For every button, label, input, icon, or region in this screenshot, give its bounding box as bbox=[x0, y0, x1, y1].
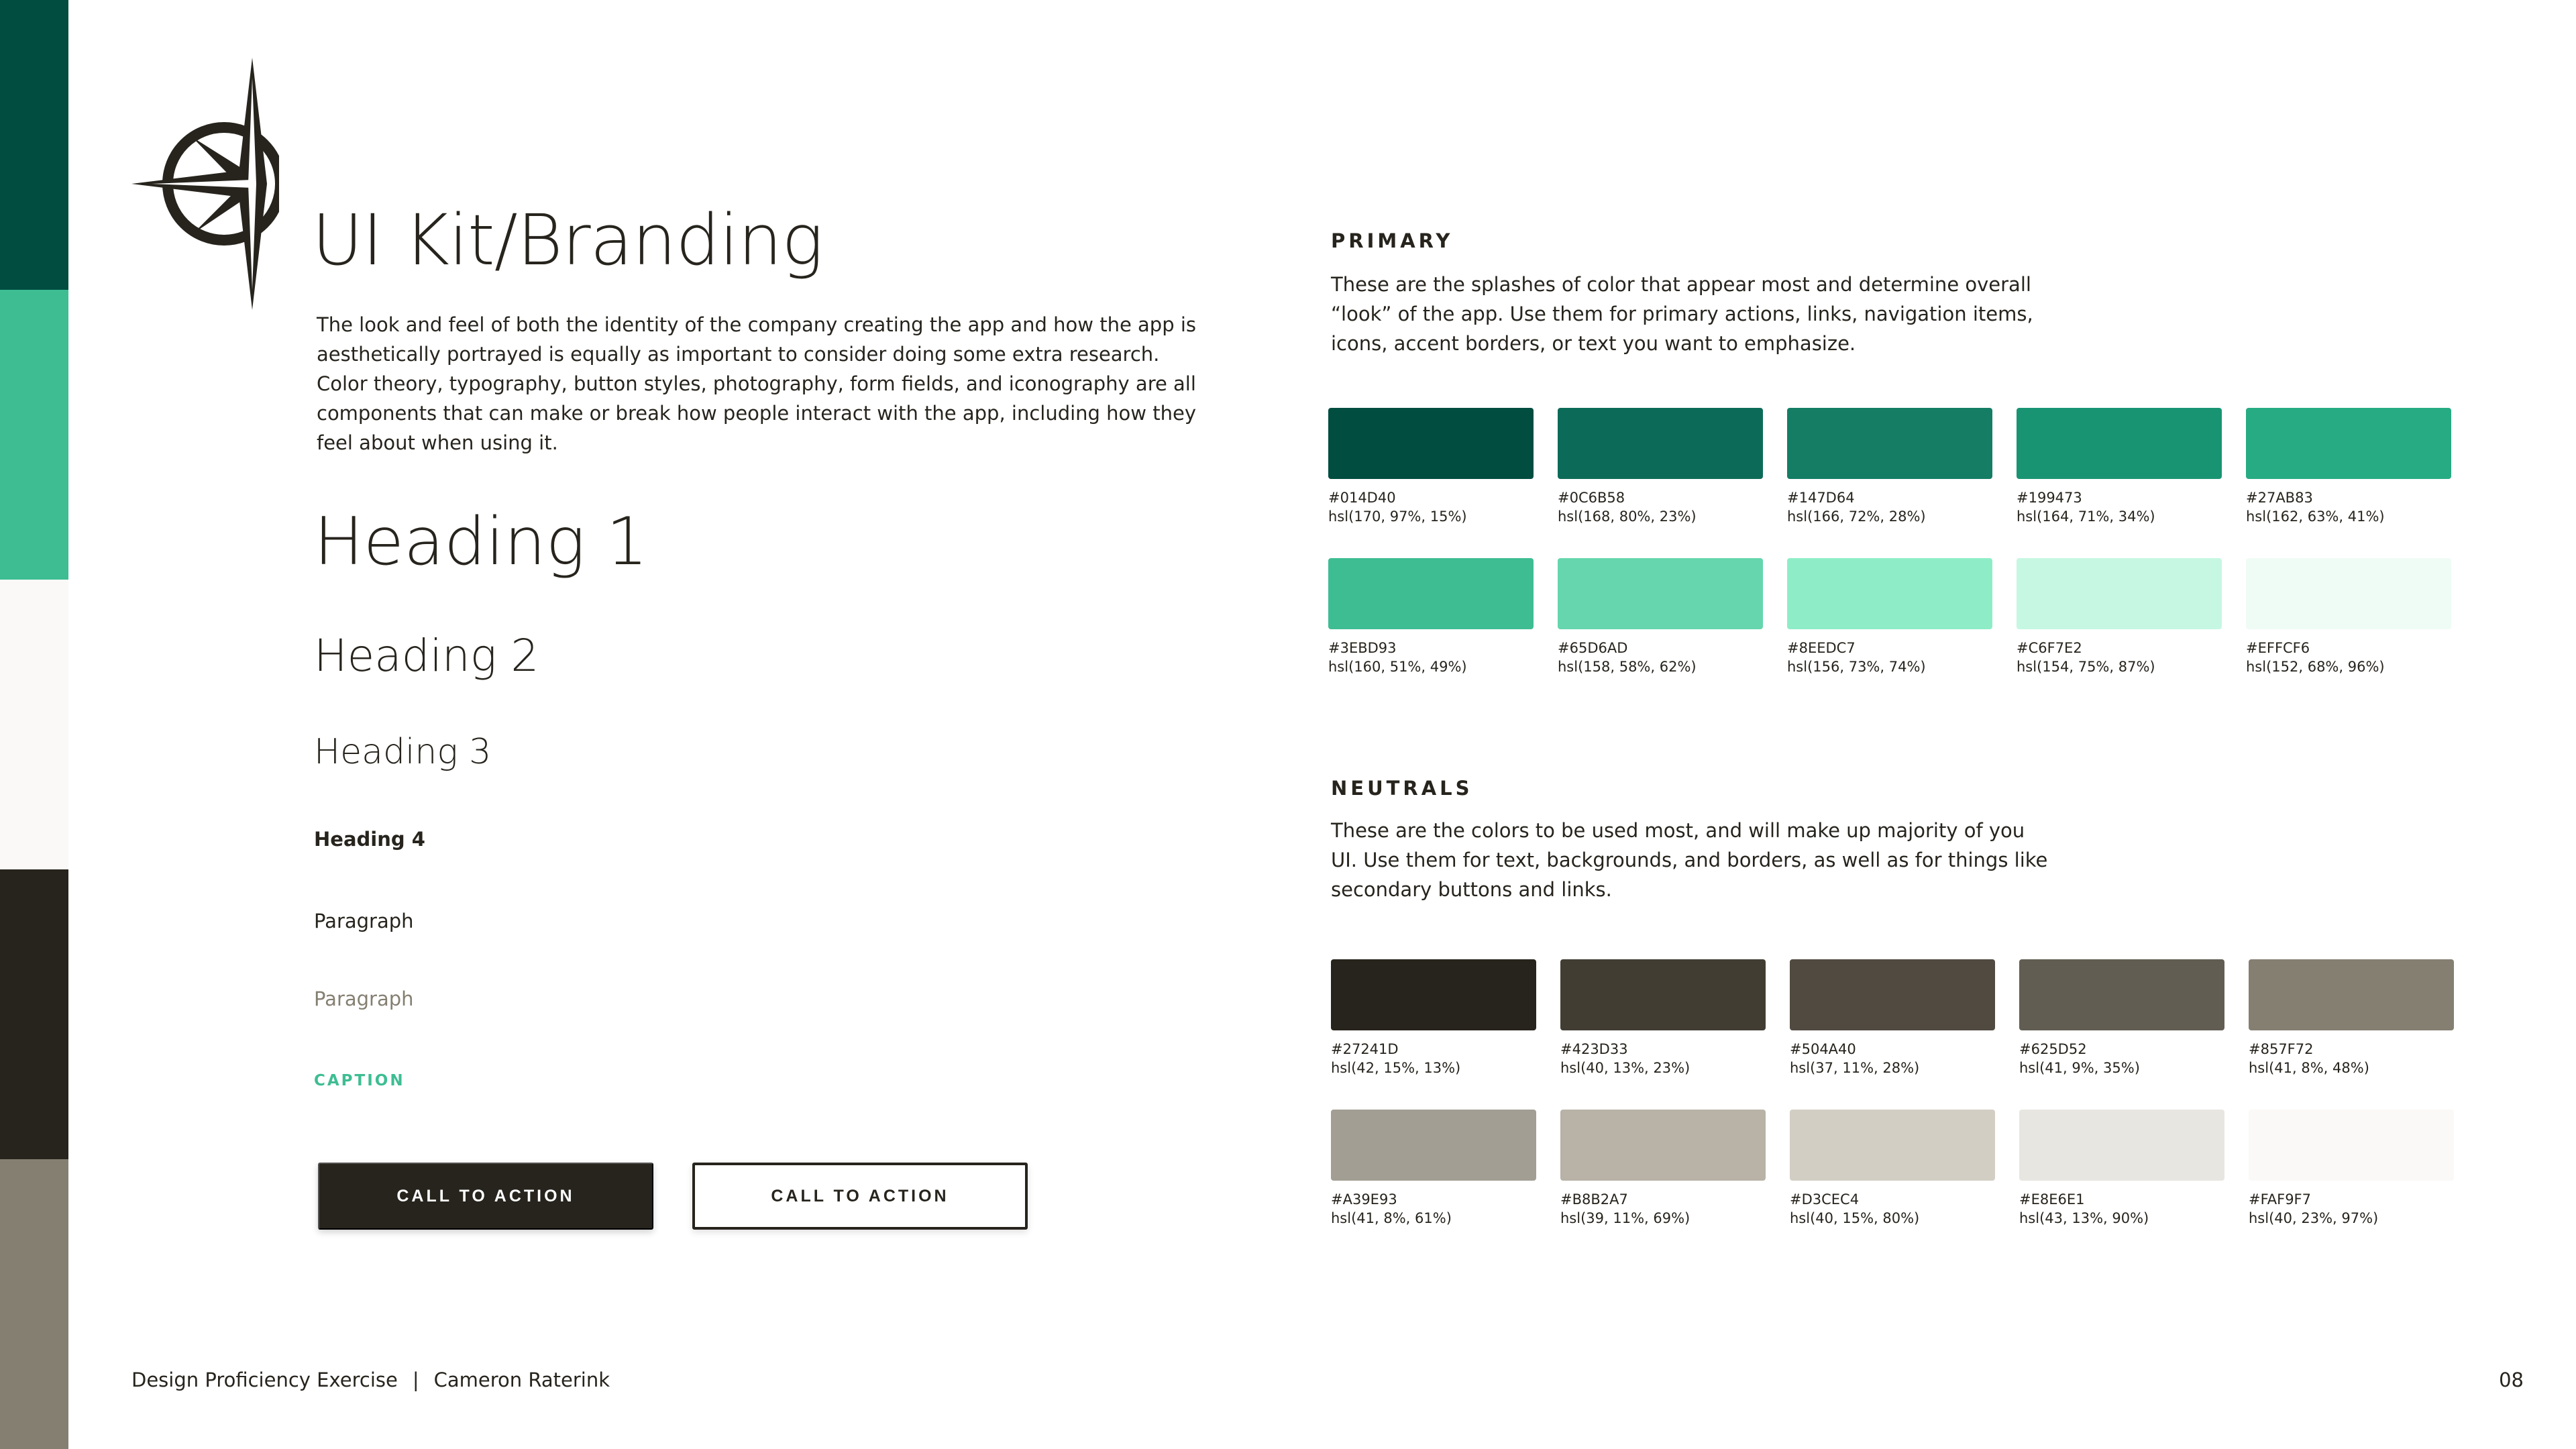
color-chip bbox=[2249, 1110, 2454, 1181]
caption-sample: CAPTION bbox=[314, 1072, 405, 1089]
primary-swatch bbox=[2246, 558, 2451, 676]
swatch-hsl: hsl(164, 71%, 34%) bbox=[2017, 508, 2155, 525]
color-chip bbox=[2017, 408, 2222, 479]
color-chip bbox=[1787, 558, 1992, 629]
primary-swatch bbox=[1558, 408, 1763, 526]
primary-swatch bbox=[2017, 408, 2222, 526]
color-chip bbox=[1558, 558, 1763, 629]
swatch-hsl: hsl(42, 15%, 13%) bbox=[1331, 1060, 1461, 1076]
swatch-hsl: hsl(158, 58%, 62%) bbox=[1558, 659, 1697, 675]
color-chip bbox=[1331, 1110, 1536, 1181]
primary-section-description: These are the splashes of color that appear most and determine overall “look” of the app. Use them for primary actions, links, navigation items, icons, accent borders, or text you want to emphasize. bbox=[1331, 273, 2033, 355]
color-chip bbox=[1328, 558, 1534, 629]
swatch-hex: #504A40 bbox=[1790, 1041, 1856, 1057]
color-chip bbox=[1560, 959, 1766, 1030]
page-title: UI Kit/Branding bbox=[312, 199, 823, 281]
sidebar-band-green bbox=[0, 290, 68, 580]
swatch-hsl: hsl(39, 11%, 69%) bbox=[1560, 1210, 1690, 1226]
footer-credits bbox=[131, 1368, 610, 1391]
footer-author: Cameron Raterink bbox=[433, 1368, 610, 1391]
color-chip bbox=[1558, 408, 1763, 479]
swatch-hex: #0C6B58 bbox=[1558, 490, 1625, 506]
neutral-swatch bbox=[2249, 959, 2454, 1077]
swatch-hex: #27241D bbox=[1331, 1041, 1399, 1057]
neutral-swatch bbox=[2019, 959, 2224, 1077]
swatch-hsl: hsl(37, 11%, 28%) bbox=[1790, 1060, 1920, 1076]
footer-project: Design Proficiency Exercise bbox=[131, 1368, 398, 1391]
swatch-hex: #014D40 bbox=[1328, 490, 1396, 506]
swatch-hsl: hsl(152, 68%, 96%) bbox=[2246, 659, 2385, 675]
sidebar-band-off-white bbox=[0, 580, 68, 869]
color-chip bbox=[1331, 959, 1536, 1030]
neutral-swatch bbox=[1790, 1110, 1995, 1228]
neutrals-section-title: NEUTRALS bbox=[1331, 777, 1473, 800]
primary-swatch bbox=[1558, 558, 1763, 676]
heading-3-sample: Heading 3 bbox=[314, 732, 492, 772]
swatch-hsl: hsl(166, 72%, 28%) bbox=[1787, 508, 1926, 525]
swatch-hsl: hsl(170, 97%, 15%) bbox=[1328, 508, 1467, 525]
primary-swatch bbox=[2017, 558, 2222, 676]
swatch-hsl: hsl(43, 13%, 90%) bbox=[2019, 1210, 2149, 1226]
swatch-hex: #27AB83 bbox=[2246, 490, 2313, 506]
call-to-action-outline-button[interactable]: CALL TO ACTION bbox=[692, 1163, 1028, 1230]
swatch-hsl: hsl(156, 73%, 74%) bbox=[1787, 659, 1926, 675]
swatch-hex: #A39E93 bbox=[1331, 1191, 1397, 1208]
swatch-hex: #8EEDC7 bbox=[1787, 640, 1856, 656]
swatch-hsl: hsl(40, 23%, 97%) bbox=[2249, 1210, 2379, 1226]
swatch-hex: #65D6AD bbox=[1558, 640, 1628, 656]
neutral-swatch bbox=[1560, 959, 1766, 1077]
color-chip bbox=[1790, 1110, 1995, 1181]
swatch-hex: #857F72 bbox=[2249, 1041, 2314, 1057]
page-number: 08 bbox=[2499, 1368, 2524, 1391]
intro-paragraph: The look and feel of both the identity of the company creating the app and how the app is aesthetically portrayed is equally as important to consider doing some extra research. Color theory, typography, button styles, photography, form fields, and iconography are all components that can make or break how people interact with the app, including how they feel about when using it. bbox=[317, 313, 1196, 454]
primary-swatch-grid bbox=[1328, 408, 2469, 676]
color-chip bbox=[2019, 1110, 2224, 1181]
swatch-hex: #E8E6E1 bbox=[2019, 1191, 2085, 1208]
color-chip bbox=[2019, 959, 2224, 1030]
primary-swatch bbox=[2246, 408, 2451, 526]
neutral-swatch bbox=[1790, 959, 1995, 1077]
primary-swatch bbox=[1787, 408, 1992, 526]
primary-swatch bbox=[1328, 558, 1534, 676]
neutrals-section-description: These are the colors to be used most, and will make up majority of you UI. Use them for text, backgrounds, and borders, as well as for things like secondary buttons and links. bbox=[1331, 819, 2048, 901]
paragraph-sample: Paragraph bbox=[314, 910, 414, 932]
swatch-hex: #625D52 bbox=[2019, 1041, 2087, 1057]
swatch-hex: #423D33 bbox=[1560, 1041, 1628, 1057]
swatch-hsl: hsl(40, 13%, 23%) bbox=[1560, 1060, 1690, 1076]
swatch-hsl: hsl(41, 8%, 48%) bbox=[2249, 1060, 2369, 1076]
compass-star-icon bbox=[131, 58, 279, 310]
neutral-swatch bbox=[1560, 1110, 1766, 1228]
swatch-hex: #FAF9F7 bbox=[2249, 1191, 2311, 1208]
swatch-hex: #C6F7E2 bbox=[2017, 640, 2082, 656]
color-sidebar bbox=[0, 0, 68, 1449]
color-chip bbox=[2249, 959, 2454, 1030]
color-chip bbox=[1328, 408, 1534, 479]
heading-4-sample: Heading 4 bbox=[314, 828, 425, 851]
color-chip bbox=[1787, 408, 1992, 479]
footer-separator: | bbox=[412, 1368, 419, 1391]
color-chip bbox=[1560, 1110, 1766, 1181]
color-chip bbox=[2246, 558, 2451, 629]
swatch-hsl: hsl(168, 80%, 23%) bbox=[1558, 508, 1697, 525]
swatch-hsl: hsl(162, 63%, 41%) bbox=[2246, 508, 2385, 525]
heading-1-sample: Heading 1 bbox=[314, 504, 648, 580]
primary-swatch bbox=[1787, 558, 1992, 676]
call-to-action-primary-button[interactable]: CALL TO ACTION bbox=[318, 1163, 653, 1230]
swatch-hsl: hsl(154, 75%, 87%) bbox=[2017, 659, 2155, 675]
neutral-swatch bbox=[2249, 1110, 2454, 1228]
color-chip bbox=[2246, 408, 2451, 479]
color-chip bbox=[1790, 959, 1995, 1030]
swatch-hsl: hsl(41, 9%, 35%) bbox=[2019, 1060, 2140, 1076]
swatch-hex: #D3CEC4 bbox=[1790, 1191, 1860, 1208]
neutrals-swatch-grid bbox=[1331, 959, 2471, 1228]
swatch-hsl: hsl(40, 15%, 80%) bbox=[1790, 1210, 1920, 1226]
heading-2-sample: Heading 2 bbox=[314, 630, 539, 682]
sidebar-band-dark-green bbox=[0, 0, 68, 290]
swatch-hex: #147D64 bbox=[1787, 490, 1855, 506]
neutral-swatch bbox=[1331, 959, 1536, 1077]
paragraph-muted-sample: Paragraph bbox=[314, 987, 414, 1010]
sidebar-band-taupe bbox=[0, 1159, 68, 1449]
sidebar-band-charcoal bbox=[0, 869, 68, 1159]
swatch-hsl: hsl(160, 51%, 49%) bbox=[1328, 659, 1467, 675]
swatch-hsl: hsl(41, 8%, 61%) bbox=[1331, 1210, 1452, 1226]
neutral-swatch bbox=[1331, 1110, 1536, 1228]
swatch-hex: #199473 bbox=[2017, 490, 2082, 506]
primary-section-title: PRIMARY bbox=[1331, 229, 1454, 252]
primary-swatch bbox=[1328, 408, 1534, 526]
swatch-hex: #B8B2A7 bbox=[1560, 1191, 1628, 1208]
swatch-hex: #EFFCF6 bbox=[2246, 640, 2310, 656]
swatch-hex: #3EBD93 bbox=[1328, 640, 1397, 656]
neutral-swatch bbox=[2019, 1110, 2224, 1228]
color-chip bbox=[2017, 558, 2222, 629]
